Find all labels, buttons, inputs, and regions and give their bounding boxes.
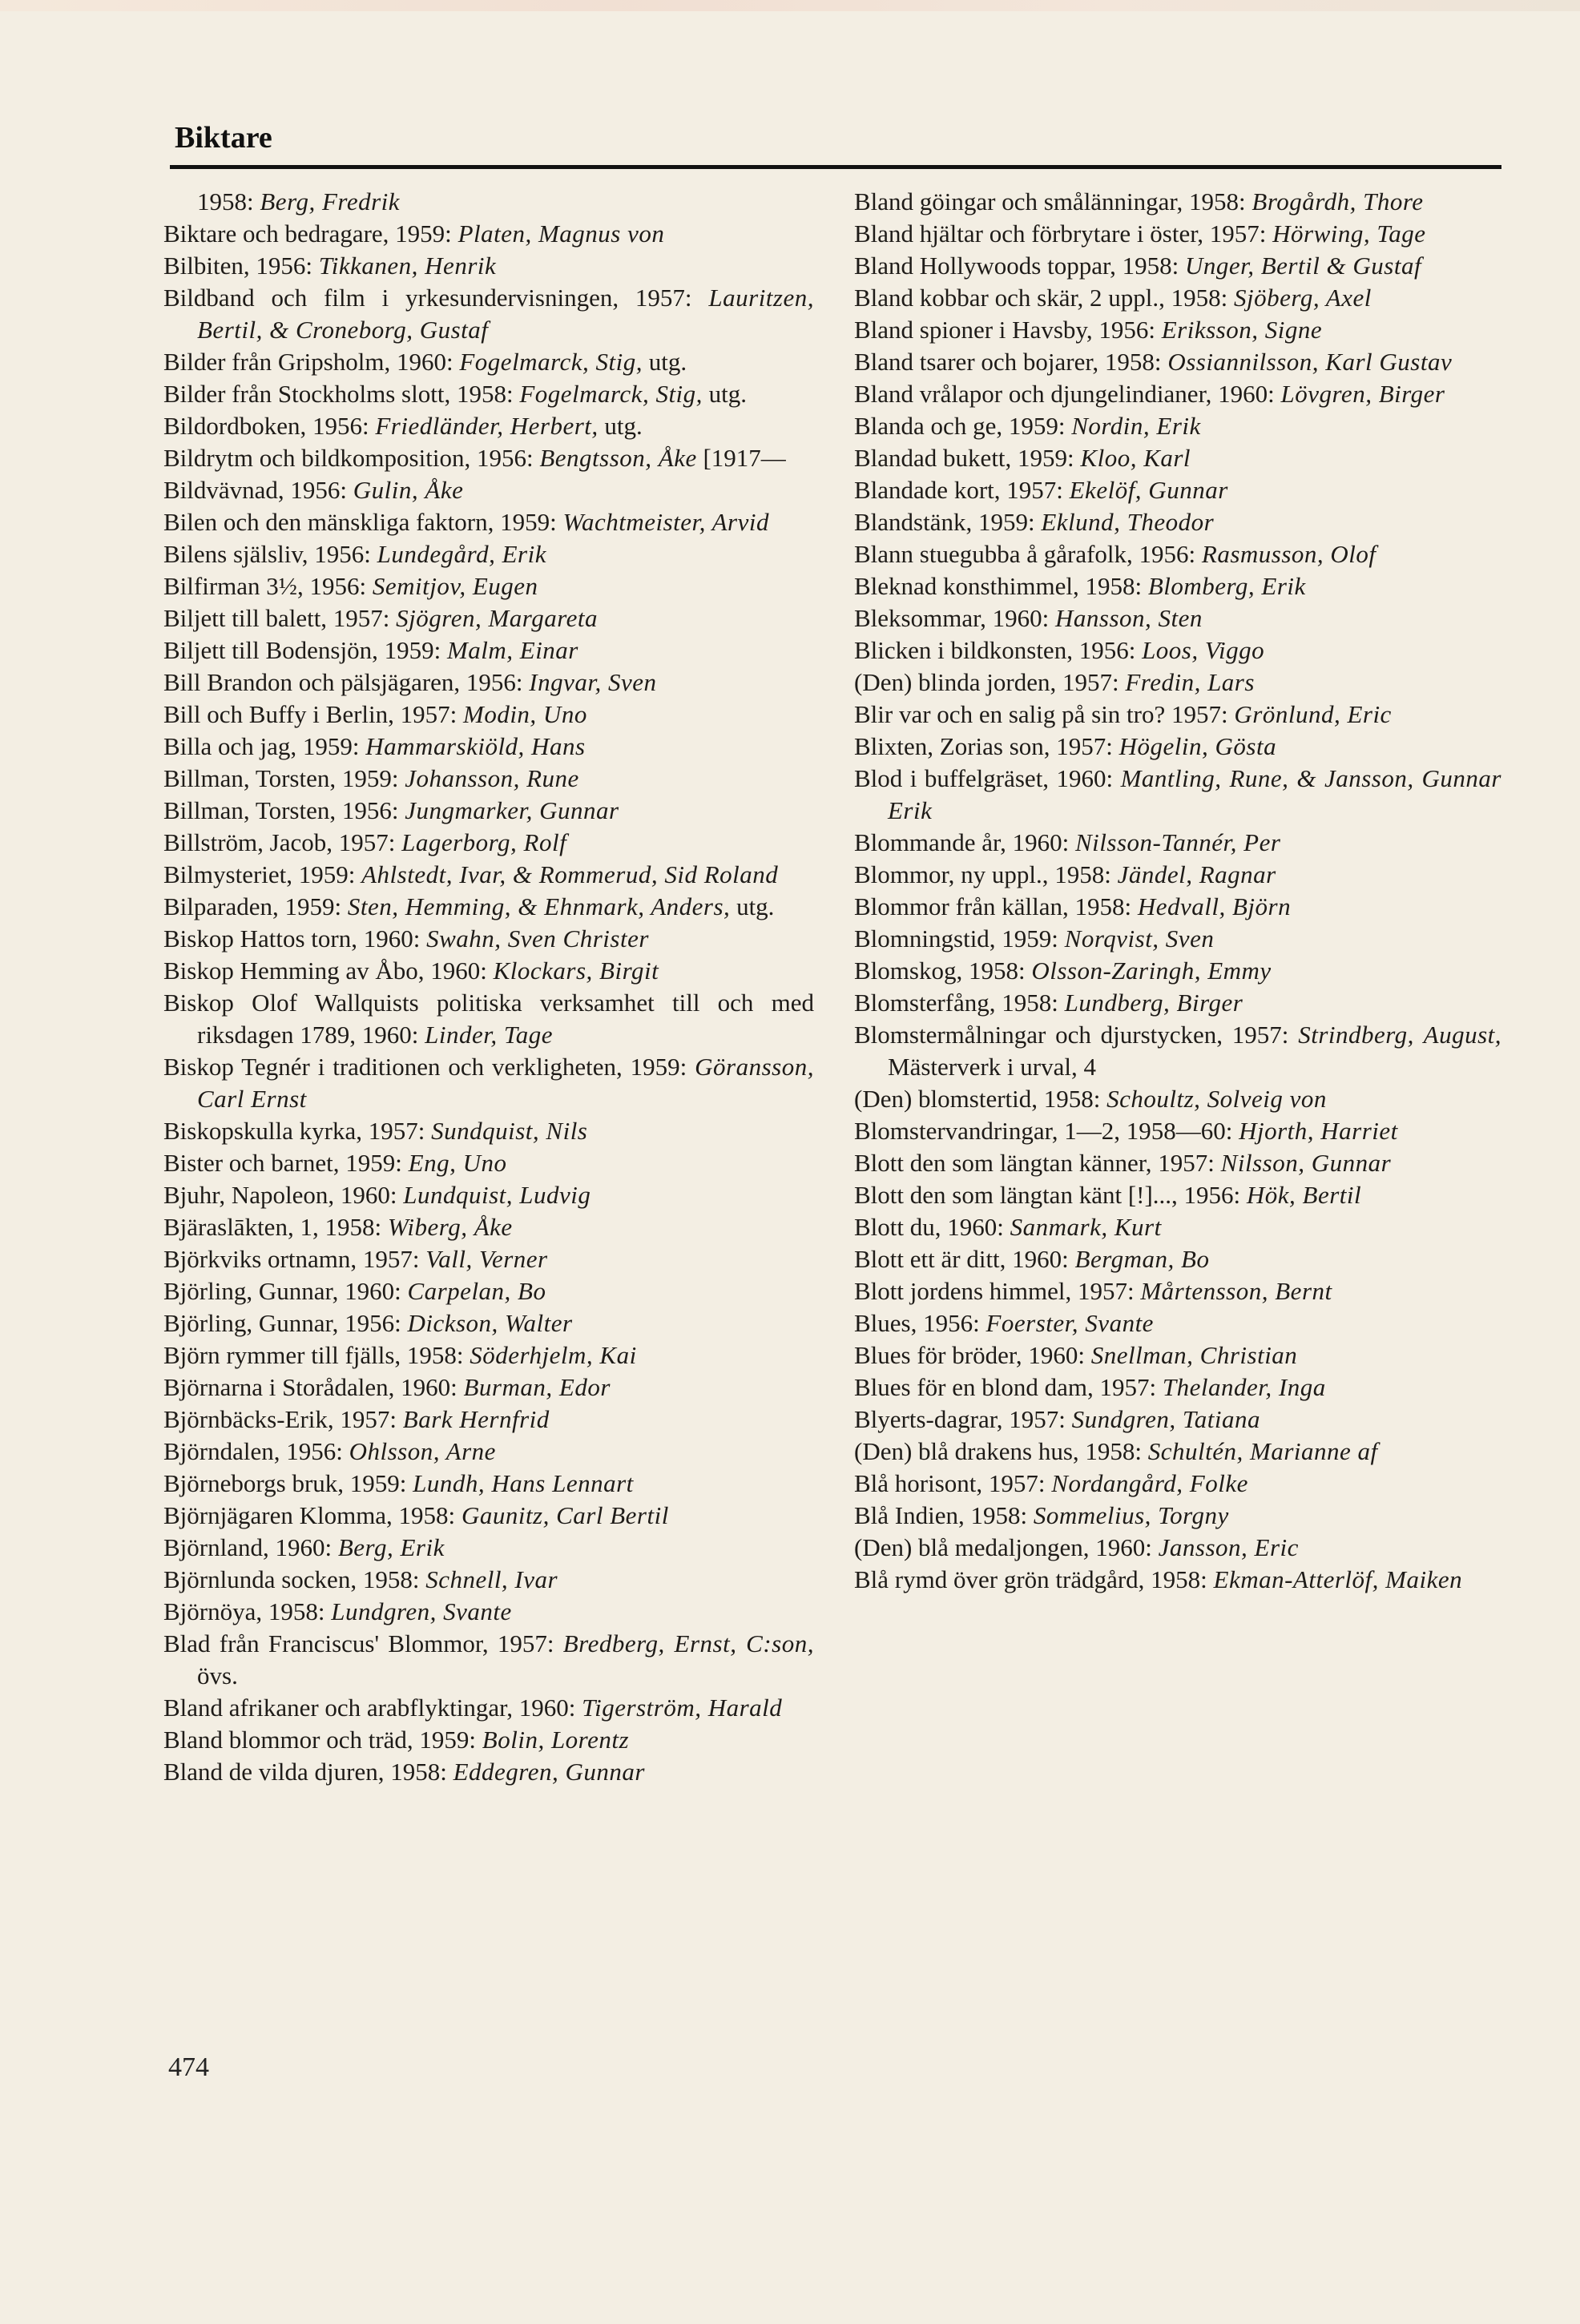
index-entry: [163, 1596, 814, 1628]
index-entry: [163, 1628, 814, 1692]
index-entry: [854, 1339, 1501, 1371]
entry-author: Vall, Verner: [425, 1245, 548, 1273]
index-entry: [854, 667, 1501, 699]
entry-author: Hansson, Sten: [1055, 604, 1203, 632]
index-entry: [854, 1083, 1501, 1115]
index-entry: [163, 1307, 814, 1339]
left-column: [163, 186, 814, 1788]
entry-title: Björnland, 1960:: [163, 1533, 338, 1561]
entry-title: Bister och barnet, 1959:: [163, 1149, 409, 1177]
entry-title: Bilens själsliv, 1956:: [163, 540, 377, 568]
index-entry: [854, 538, 1501, 570]
entry-title: Bleknad konsthimmel, 1958:: [854, 572, 1148, 600]
entry-author: Bergman, Bo: [1074, 1245, 1210, 1273]
entry-title: Blå Indien, 1958:: [854, 1501, 1034, 1529]
index-entry: [163, 1115, 814, 1147]
entry-title: Bilen och den mänskliga faktorn, 1959:: [163, 508, 563, 536]
entry-title: Bildband och film i yrkesundervisningen, 1957:: [163, 284, 709, 312]
entry-author: Lundberg, Birger: [1064, 989, 1243, 1017]
entry-title: (Den) blinda jorden, 1957:: [854, 668, 1126, 696]
entry-author: Thelander, Inga: [1162, 1373, 1326, 1401]
index-entry: [854, 1179, 1501, 1211]
entry-title: 1958:: [197, 187, 260, 215]
entry-author: Ohlsson, Arne: [349, 1437, 496, 1465]
entry-title: Biskop Tegnér i traditionen och verkligheten, 1959:: [163, 1053, 695, 1081]
entry-title: Bjäraslākten, 1, 1958:: [163, 1213, 388, 1241]
entry-author: Bark Hernfrid: [402, 1405, 550, 1433]
index-entry: [163, 923, 814, 955]
entry-title: Billström, Jacob, 1957:: [163, 828, 402, 856]
index-entry: [854, 1147, 1501, 1179]
entry-title: Blomsterfång, 1958:: [854, 989, 1065, 1017]
index-entry: [163, 1532, 814, 1564]
entry-author: Schoultz, Solveig von: [1106, 1085, 1327, 1113]
entry-author: Lundquist, Ludvig: [403, 1181, 591, 1209]
entry-title: Blues, 1956:: [854, 1309, 986, 1337]
index-entry: [163, 795, 814, 827]
entry-author: Nordin, Erik: [1071, 412, 1201, 440]
entry-title: Blott du, 1960:: [854, 1213, 1010, 1241]
entry-title: Blott jordens himmel, 1957:: [854, 1277, 1141, 1305]
entry-suffix: utg.: [730, 892, 775, 920]
entry-title: Blå rymd över grön trädgård, 1958:: [854, 1565, 1214, 1593]
entry-title: Blomstervandringar, 1—2, 1958—60:: [854, 1117, 1239, 1145]
right-column: [854, 186, 1501, 1596]
entry-suffix: utg.: [598, 412, 643, 440]
index-entry: [854, 1500, 1501, 1532]
entry-suffix: Mästerverk i urval, 4: [888, 1053, 1096, 1081]
page-top-tint: [0, 0, 1580, 11]
entry-author: Tikkanen, Henrik: [318, 252, 497, 280]
entry-title: Biljett till balett, 1957:: [163, 604, 397, 632]
index-entry: [854, 1436, 1501, 1468]
index-entry: [854, 346, 1501, 378]
entry-author: Hörwing, Tage: [1272, 220, 1426, 248]
index-entry: [163, 282, 814, 346]
entry-author: Grönlund, Eric: [1234, 700, 1392, 728]
entry-title: Bilder från Gripsholm, 1960:: [163, 348, 460, 376]
entry-author: Sanmark, Kurt: [1010, 1213, 1162, 1241]
entry-author: Hjorth, Harriet: [1239, 1117, 1398, 1145]
entry-title: Björnlunda socken, 1958:: [163, 1565, 426, 1593]
entry-author: Eriksson, Signe: [1161, 316, 1323, 344]
index-entry: [163, 731, 814, 763]
entry-author: Linder, Tage: [425, 1021, 554, 1049]
index-entry: [854, 699, 1501, 731]
entry-author: Fogelmarck, Stig,: [459, 348, 643, 376]
entry-title: Bland hjältar och förbrytare i öster, 1957:: [854, 220, 1273, 248]
entry-author: Mårtensson, Bernt: [1140, 1277, 1332, 1305]
entry-title: Björkviks ortnamn, 1957:: [163, 1245, 426, 1273]
header-rule: [170, 165, 1501, 169]
index-entry: [163, 955, 814, 987]
index-entry: [854, 442, 1501, 474]
index-entry: [163, 1211, 814, 1243]
entry-title: (Den) blå drakens hus, 1958:: [854, 1437, 1148, 1465]
entry-author: Foerster, Svante: [985, 1309, 1154, 1337]
index-entry: [163, 378, 814, 410]
entry-title: Bjuhr, Napoleon, 1960:: [163, 1181, 404, 1209]
index-entry: [854, 250, 1501, 282]
entry-author: Olsson-Zaringh, Emmy: [1031, 957, 1272, 985]
entry-author: Sundquist, Nils: [431, 1117, 588, 1145]
entry-title: Björn rymmer till fjälls, 1958:: [163, 1341, 470, 1369]
entry-author: Bengtsson, Åke: [539, 444, 697, 472]
entry-author: Sommelius, Torgny: [1033, 1501, 1229, 1529]
entry-title: Biskop Hemming av Åbo, 1960:: [163, 957, 494, 985]
entry-title: Björling, Gunnar, 1956:: [163, 1309, 408, 1337]
index-entry: [854, 506, 1501, 538]
index-entry: [854, 1019, 1501, 1083]
entry-suffix: utg.: [642, 348, 687, 376]
index-entry: [854, 634, 1501, 667]
entry-author: Sundgren, Tatiana: [1071, 1405, 1260, 1433]
entry-title: Bland de vilda djuren, 1958:: [163, 1758, 453, 1786]
index-entry: [163, 699, 814, 731]
entry-author: Lauritzen, Bertil, & Croneborg, Gustaf: [197, 284, 814, 344]
index-entry: [163, 506, 814, 538]
entry-author: Mantling, Rune, & Jansson, Gunnar Erik: [888, 764, 1501, 824]
index-entry: [854, 859, 1501, 891]
entry-title: Blues för en blond dam, 1957:: [854, 1373, 1163, 1401]
index-entry: [163, 827, 814, 859]
entry-author: Dickson, Walter: [407, 1309, 573, 1337]
entry-author: Schultén, Marianne af: [1147, 1437, 1378, 1465]
index-entry: [854, 731, 1501, 763]
entry-title: Billa och jag, 1959:: [163, 732, 366, 760]
entry-title: Biktare och bedragare, 1959:: [163, 220, 458, 248]
index-entry: [854, 1371, 1501, 1404]
entry-author: Nilsson, Gunnar: [1220, 1149, 1392, 1177]
index-entry: [163, 987, 814, 1051]
entry-author: Jansson, Eric: [1158, 1533, 1299, 1561]
entry-author: Unger, Bertil & Gustaf: [1184, 252, 1422, 280]
entry-title: Blanda och ge, 1959:: [854, 412, 1072, 440]
entry-title: Blandstänk, 1959:: [854, 508, 1042, 536]
index-entry: [163, 442, 814, 474]
entry-title: Blod i buffelgräset, 1960:: [854, 764, 1121, 792]
entry-title: Bill och Buffy i Berlin, 1957:: [163, 700, 463, 728]
index-entry: [854, 1532, 1501, 1564]
index-entry: [163, 859, 814, 891]
entry-title: Blyerts-dagrar, 1957:: [854, 1405, 1072, 1433]
entry-author: Jungmarker, Gunnar: [405, 796, 619, 824]
index-entry: [163, 1275, 814, 1307]
entry-title: Blandad bukett, 1959:: [854, 444, 1081, 472]
entry-title: Blir var och en salig på sin tro? 1957:: [854, 700, 1235, 728]
entry-title: Bill Brandon och pälsjägaren, 1956:: [163, 668, 530, 696]
entry-title: Blann stuegubba å gårafolk, 1956:: [854, 540, 1202, 568]
index-entry: [163, 1243, 814, 1275]
entry-title: Bland tsarer och bojarer, 1958:: [854, 348, 1168, 376]
index-entry: [854, 955, 1501, 987]
entry-title: Bland Hollywoods toppar, 1958:: [854, 252, 1185, 280]
entry-author: Wachtmeister, Arvid: [562, 508, 769, 536]
entry-title: Biskop Olof Wallquists politiska verksamhet till och med riksdagen 1789, 1960:: [163, 989, 814, 1049]
entry-title: Blommande år, 1960:: [854, 828, 1075, 856]
index-entry: [854, 1275, 1501, 1307]
index-entry: [163, 186, 814, 218]
entry-author: Bredberg, Ernst, C:son,: [562, 1629, 814, 1657]
index-entry: [163, 1051, 814, 1115]
index-entry: [163, 1371, 814, 1404]
index-entry: [854, 1564, 1501, 1596]
entry-title: Bland vrålapor och djungelindianer, 1960:: [854, 380, 1281, 408]
entry-author: Sten, Hemming, & Ehnmark, Anders,: [347, 892, 731, 920]
entry-author: Fogelmarck, Stig,: [519, 380, 703, 408]
index-entry: [854, 186, 1501, 218]
entry-author: Wiberg, Åke: [387, 1213, 513, 1241]
entry-title: Björneborgs bruk, 1959:: [163, 1469, 413, 1497]
entry-title: Blicken i bildkonsten, 1956:: [854, 636, 1143, 664]
index-entry: [854, 282, 1501, 314]
entry-title: Björnarna i Storådalen, 1960:: [163, 1373, 464, 1401]
index-entry: [163, 410, 814, 442]
index-entry: [854, 314, 1501, 346]
index-entry: [854, 218, 1501, 250]
entry-author: Semitjov, Eugen: [372, 572, 538, 600]
entry-title: Björndalen, 1956:: [163, 1437, 349, 1465]
entry-author: Burman, Edor: [463, 1373, 611, 1401]
index-entry: [163, 1147, 814, 1179]
entry-title: Bildrytm och bildkomposition, 1956:: [163, 444, 540, 472]
entry-title: Björnöya, 1958:: [163, 1597, 332, 1625]
entry-title: Bildordboken, 1956:: [163, 412, 376, 440]
index-entry: [163, 218, 814, 250]
index-entry: [854, 378, 1501, 410]
index-entry: [854, 1211, 1501, 1243]
entry-author: Johansson, Rune: [405, 764, 579, 792]
entry-title: Björnjägaren Klomma, 1958:: [163, 1501, 462, 1529]
entry-author: Nilsson-Tannér, Per: [1075, 828, 1281, 856]
entry-author: Lundh, Hans Lennart: [413, 1469, 634, 1497]
entry-title: Blandade kort, 1957:: [854, 476, 1070, 504]
index-entry: [163, 1404, 814, 1436]
entry-title: Blommor från källan, 1958:: [854, 892, 1138, 920]
entry-title: Bilmysteriet, 1959:: [163, 860, 362, 888]
entry-title: Bland kobbar och skär, 2 uppl., 1958:: [854, 284, 1235, 312]
entry-title: Blott den som längtan känner, 1957:: [854, 1149, 1221, 1177]
entry-title: (Den) blomstertid, 1958:: [854, 1085, 1107, 1113]
entry-title: Bilder från Stockholms slott, 1958:: [163, 380, 520, 408]
entry-author: Berg, Erik: [337, 1533, 445, 1561]
entry-author: Berg, Fredrik: [260, 187, 401, 215]
entry-author: Eng, Uno: [408, 1149, 507, 1177]
index-entry: [854, 570, 1501, 602]
entry-suffix: övs.: [197, 1661, 238, 1690]
entry-author: Nordangård, Folke: [1051, 1469, 1248, 1497]
entry-author: Tigerström, Harald: [582, 1694, 783, 1722]
entry-suffix: utg.: [702, 380, 748, 408]
entry-author: Platen, Magnus von: [457, 220, 665, 248]
index-entry: [854, 1404, 1501, 1436]
index-entry: [163, 1692, 814, 1724]
entry-title: Bland blommor och träd, 1959:: [163, 1726, 482, 1754]
index-entry: [163, 570, 814, 602]
entry-title: Blott den som längtan känt [!]..., 1956:: [854, 1181, 1247, 1209]
entry-title: Blott ett är ditt, 1960:: [854, 1245, 1075, 1273]
entry-title: (Den) blå medaljongen, 1960:: [854, 1533, 1159, 1561]
entry-author: Snellman, Christian: [1090, 1341, 1298, 1369]
entry-title: Blad från Franciscus' Blommor, 1957:: [163, 1629, 563, 1657]
entry-title: Billman, Torsten, 1956:: [163, 796, 405, 824]
entry-author: Lövgren, Birger: [1280, 380, 1445, 408]
entry-title: Bland göingar och smålänningar, 1958:: [854, 187, 1252, 215]
index-entry: [163, 250, 814, 282]
entry-title: Bilparaden, 1959:: [163, 892, 348, 920]
entry-title: Björling, Gunnar, 1960:: [163, 1277, 408, 1305]
entry-title: Bland spioner i Havsby, 1956:: [854, 316, 1162, 344]
entry-title: Bilfirman 3½, 1956:: [163, 572, 373, 600]
entry-title: Biskopskulla kyrka, 1957:: [163, 1117, 432, 1145]
entry-title: Blomskog, 1958:: [854, 957, 1032, 985]
index-entry: [163, 667, 814, 699]
entry-author: Friedländer, Herbert,: [375, 412, 599, 440]
index-entry: [163, 1500, 814, 1532]
entry-author: Schnell, Ivar: [425, 1565, 558, 1593]
entry-author: Hedvall, Björn: [1137, 892, 1292, 920]
entry-title: Blommor, ny uppl., 1958:: [854, 860, 1118, 888]
entry-author: Hök, Bertil: [1246, 1181, 1362, 1209]
entry-author: Gulin, Åke: [353, 476, 464, 504]
page-header-title: Biktare: [175, 121, 272, 155]
entry-title: Björnbäcks-Erik, 1957:: [163, 1405, 403, 1433]
entry-author: Jändel, Ragnar: [1117, 860, 1276, 888]
entry-author: Carpelan, Bo: [407, 1277, 546, 1305]
index-entry: [163, 346, 814, 378]
index-entry: [854, 410, 1501, 442]
page-number: 474: [168, 2052, 209, 2082]
entry-title: Blues för bröder, 1960:: [854, 1341, 1091, 1369]
index-entry: [854, 474, 1501, 506]
entry-author: Norqvist, Sven: [1064, 924, 1215, 953]
entry-author: Brogårdh, Thore: [1252, 187, 1424, 215]
index-entry: [163, 602, 814, 634]
index-entry: [163, 1436, 814, 1468]
index-entry: [163, 1756, 814, 1788]
index-entry: [854, 763, 1501, 827]
entry-author: Malm, Einar: [446, 636, 578, 664]
entry-author: Klockars, Birgit: [493, 957, 659, 985]
index-entry: [163, 1724, 814, 1756]
index-entry: [854, 1468, 1501, 1500]
entry-title: Bland afrikaner och arabflyktingar, 1960:: [163, 1694, 582, 1722]
entry-author: Hammarskiöld, Hans: [365, 732, 586, 760]
entry-author: Söderhjelm, Kai: [470, 1341, 637, 1369]
index-entry: [163, 1339, 814, 1371]
index-entry: [163, 1179, 814, 1211]
index-entry: [163, 763, 814, 795]
index-entry: [163, 1468, 814, 1500]
entry-title: Biskop Hattos torn, 1960:: [163, 924, 427, 953]
index-entry: [854, 923, 1501, 955]
entry-title: Blomningstid, 1959:: [854, 924, 1065, 953]
entry-author: Ingvar, Sven: [529, 668, 657, 696]
entry-author: Eddegren, Gunnar: [453, 1758, 645, 1786]
index-entry: [854, 827, 1501, 859]
entry-author: Lagerborg, Rolf: [401, 828, 567, 856]
entry-author: Modin, Uno: [463, 700, 587, 728]
index-entry: [854, 1115, 1501, 1147]
entry-author: Strindberg, August,: [1298, 1021, 1501, 1049]
entry-author: Sjöberg, Axel: [1234, 284, 1372, 312]
entry-suffix: [1917—: [696, 444, 786, 472]
entry-title: Blomstermålningar och djurstycken, 1957:: [854, 1021, 1299, 1049]
index-entry: [163, 634, 814, 667]
entry-author: Göransson, Carl Ernst: [197, 1053, 814, 1113]
index-entry: [163, 1564, 814, 1596]
entry-author: Fredin, Lars: [1125, 668, 1255, 696]
entry-author: Bolin, Lorentz: [482, 1726, 630, 1754]
index-entry: [163, 891, 814, 923]
entry-title: Biljett till Bodensjön, 1959:: [163, 636, 447, 664]
entry-author: Blomberg, Erik: [1147, 572, 1306, 600]
index-entry: [854, 602, 1501, 634]
index-entry: [163, 538, 814, 570]
entry-title: Bleksommar, 1960:: [854, 604, 1056, 632]
entry-author: Lundgren, Svante: [331, 1597, 512, 1625]
entry-title: Bilbiten, 1956:: [163, 252, 319, 280]
index-entry: [854, 891, 1501, 923]
entry-author: Högelin, Gösta: [1118, 732, 1277, 760]
entry-author: Swahn, Sven Christer: [426, 924, 649, 953]
index-entry: [854, 1307, 1501, 1339]
entry-author: Rasmusson, Olof: [1201, 540, 1376, 568]
entry-author: Ossiannilsson, Karl Gustav: [1167, 348, 1453, 376]
index-entry: [854, 1243, 1501, 1275]
entry-title: Blixten, Zorias son, 1957:: [854, 732, 1119, 760]
entry-title: Blå horisont, 1957:: [854, 1469, 1052, 1497]
entry-author: Ekman-Atterlöf, Maiken: [1213, 1565, 1463, 1593]
entry-author: Ahlstedt, Ivar, & Rommerud, Sid Roland: [361, 860, 779, 888]
entry-author: Ekelöf, Gunnar: [1069, 476, 1228, 504]
index-entry: [854, 987, 1501, 1019]
entry-author: Kloo, Karl: [1080, 444, 1191, 472]
entry-title: Billman, Torsten, 1959:: [163, 764, 405, 792]
entry-title: Bildvävnad, 1956:: [163, 476, 353, 504]
entry-author: Loos, Viggo: [1142, 636, 1265, 664]
entry-author: Eklund, Theodor: [1041, 508, 1215, 536]
entry-author: Lundegård, Erik: [377, 540, 546, 568]
entry-author: Sjögren, Margareta: [396, 604, 598, 632]
index-entry: [163, 474, 814, 506]
entry-author: Gaunitz, Carl Bertil: [461, 1501, 669, 1529]
